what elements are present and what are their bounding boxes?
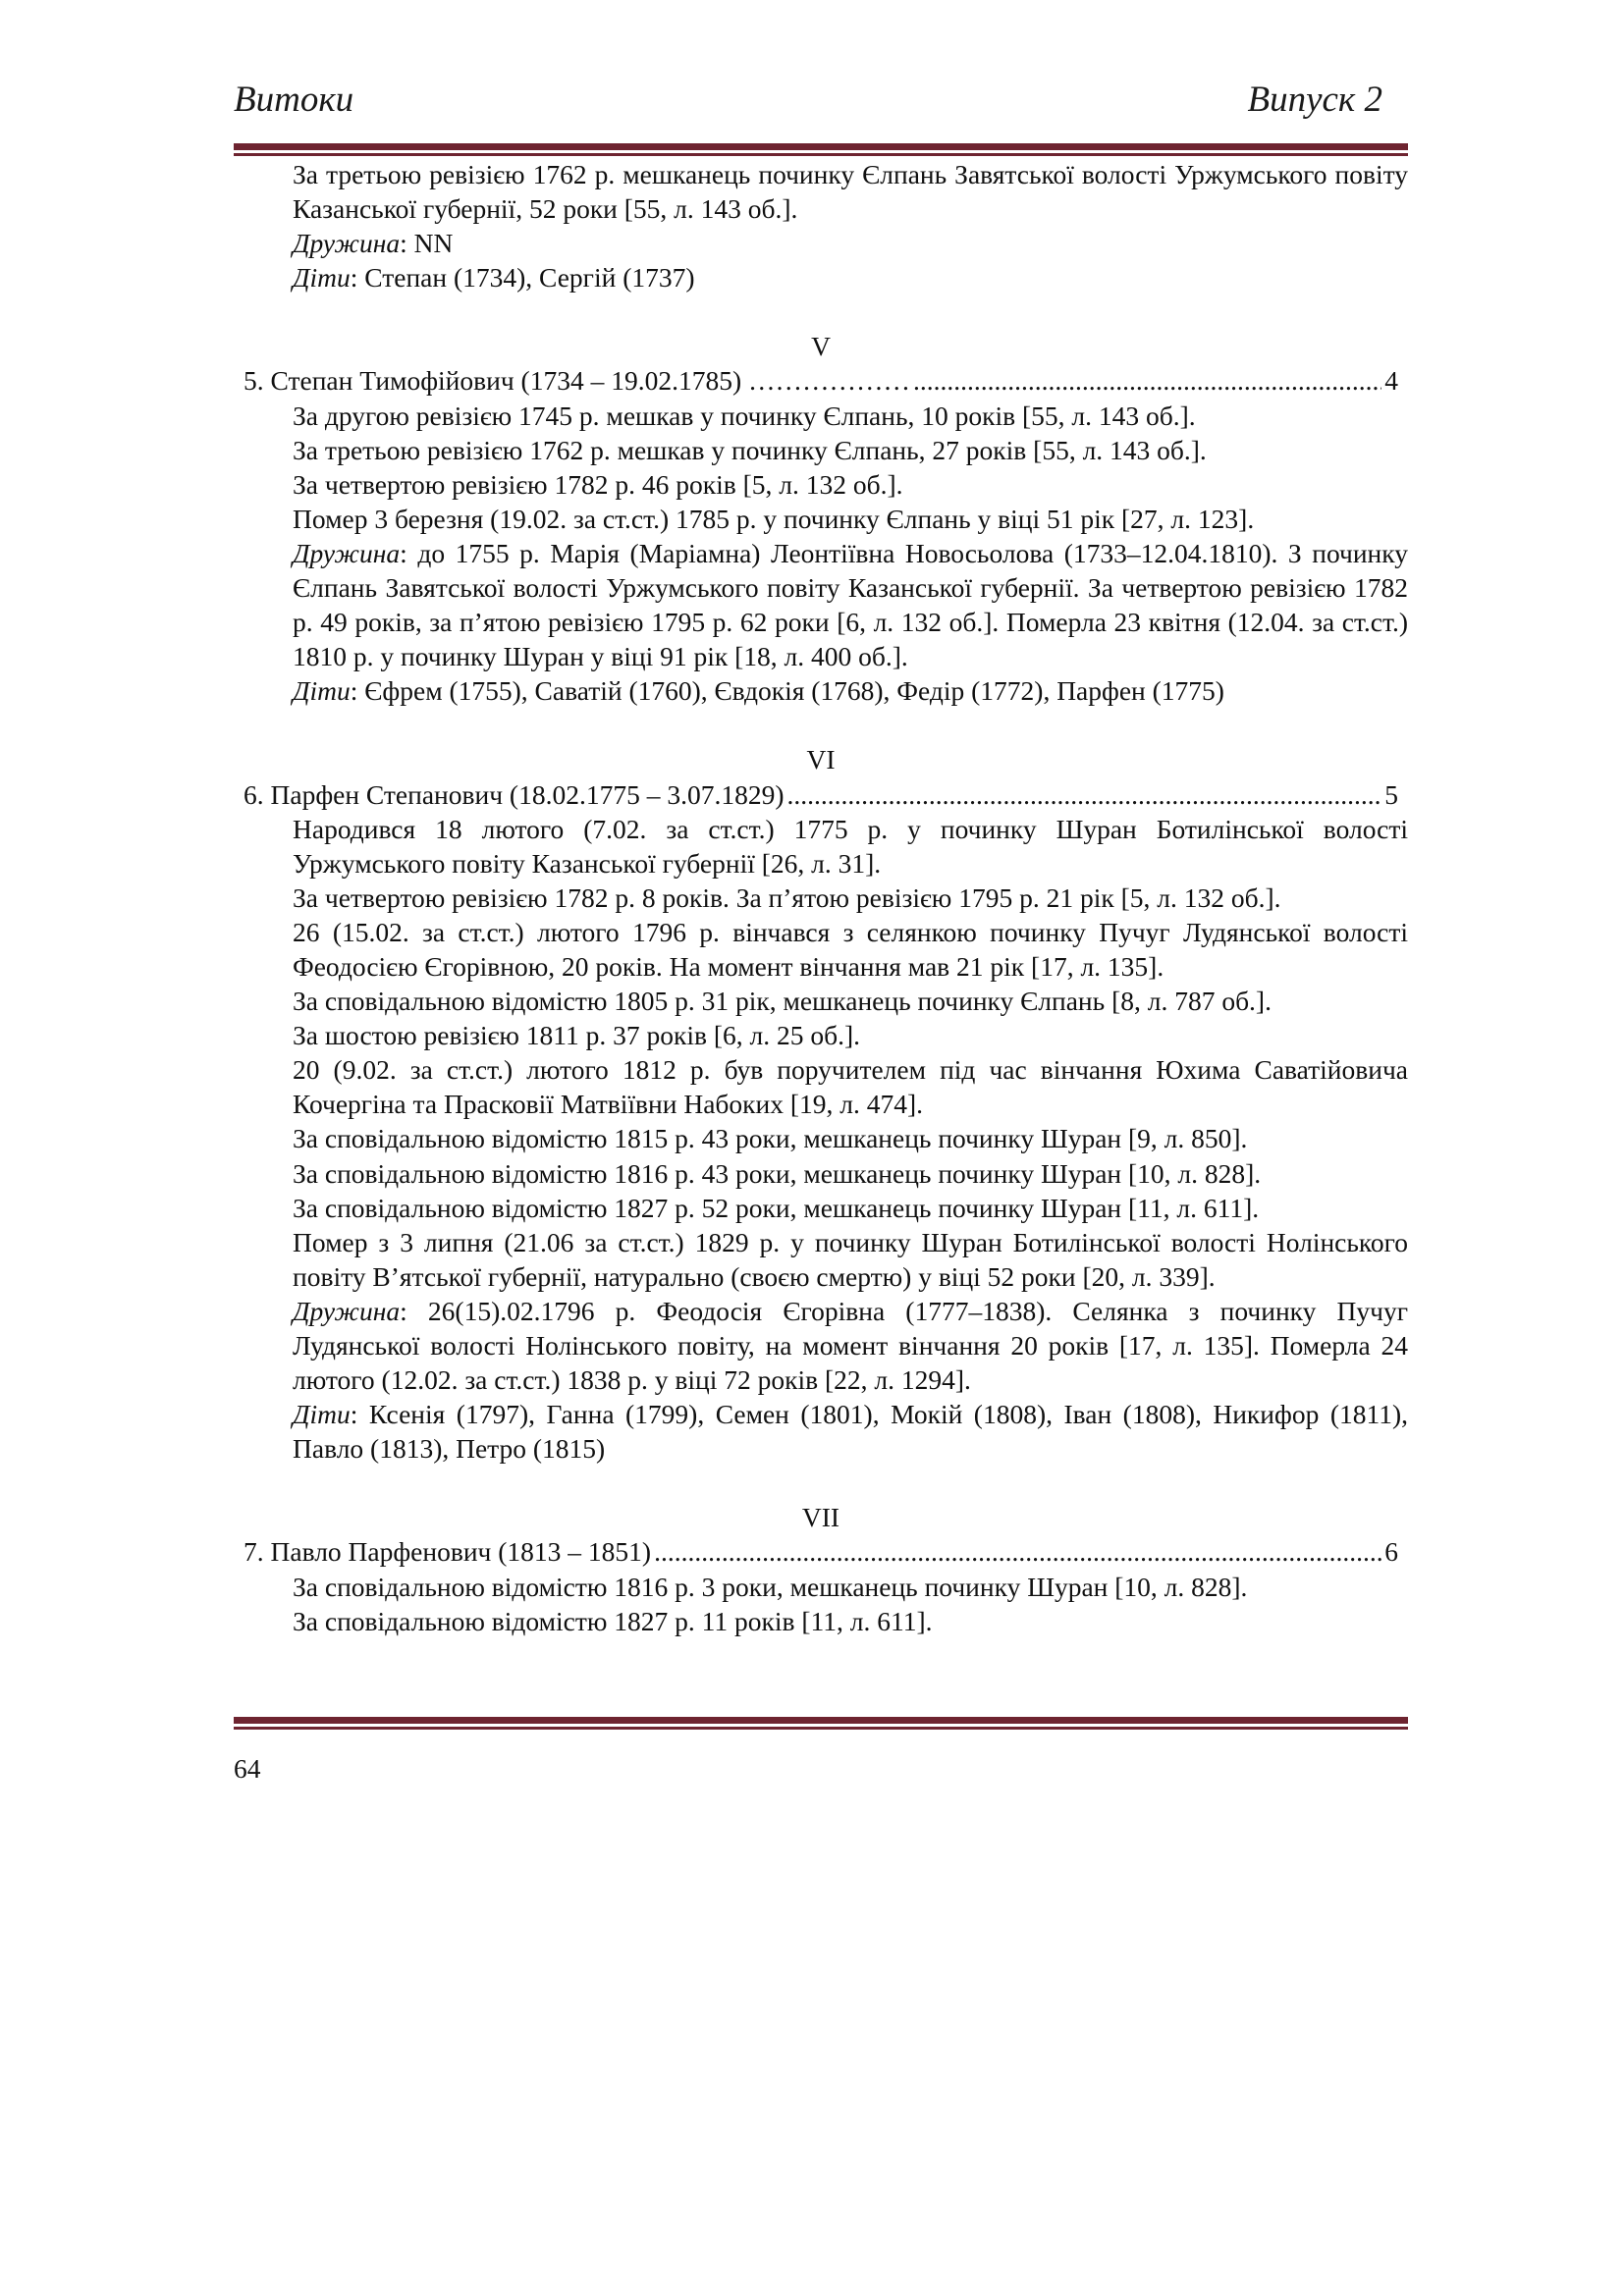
page-number: 64 [234, 1753, 261, 1784]
record-line: За сповідальною відомістю 1827 р. 52 роки, мешканець починку Шуран [11, л. 611]. [293, 1192, 1260, 1223]
record-line: За четвертою ревізією 1782 р. 46 років [5, л. 132 об.]. [293, 468, 903, 500]
children-label: Діти [293, 675, 351, 707]
record-line: За сповідальною відомістю 1827 р. 11 років [11, л. 611]. [293, 1605, 933, 1636]
person-name: 7. Павло Парфенович (1813 – 1851) [244, 1536, 652, 1568]
person-entry-5 [234, 363, 1408, 398]
parent-reference: 5 [1384, 778, 1398, 810]
children-text: : Ксенія (1797), Ганна (1799), Семен (1801), Мокій (1808), Іван (1808), Никифор (1811), Павло (1813), Петро (1815) [293, 1399, 1408, 1465]
leader-dots [913, 363, 1381, 398]
leader-dots [787, 777, 1382, 812]
wife-record [234, 536, 1408, 673]
record-line: 26 (15.02. за ст.ст.) лютого 1796 р. вінчався з селянкою починку Пучуг Лудянської волості Феодосією Єгорівною, 20 років. На момент вінчання мав 21 рік [17, л. 135]. [293, 916, 1408, 982]
generation-heading-vii: VII [801, 1502, 840, 1533]
record-line: За сповідальною відомістю 1816 р. 43 роки, мешканець починку Шуран [10, л. 828]. [293, 1157, 1262, 1189]
record-line: За другою ревізією 1745 р. мешкав у починку Єлпань, 10 років [55, л. 143 об.]. [293, 400, 1196, 431]
person-name: 6. Парфен Степанович (18.02.1775 – 3.07.1829) [244, 778, 785, 810]
wife-label: Дружина [293, 537, 401, 568]
record-line: За сповідальною відомістю 1805 р. 31 рік, мешканець починку Єлпань [8, л. 787 об.]. [293, 986, 1272, 1017]
page-content [234, 157, 1408, 1638]
children-text: : Єфрем (1755), Саватій (1760), Євдокія (1768), Федір (1772), Парфен (1775) [350, 675, 1224, 707]
journal-title: Витоки [234, 80, 354, 120]
children-label: Діти [293, 1399, 351, 1430]
parent-reference: 4 [1384, 365, 1398, 397]
record-line: 20 (9.02. за ст.ст.) лютого 1812 р. був поручителем під час вінчання Юхима Саватійовича Кочергіна та Прасковії Матвіївни Набоких [19, л. 474]. [293, 1054, 1408, 1120]
person-entry-7 [234, 1534, 1408, 1569]
children-record [234, 1397, 1408, 1466]
wife-label: Дружина [293, 228, 401, 259]
generation-heading-vi: VI [806, 744, 836, 775]
wife-label: Дружина [293, 1295, 401, 1326]
header-rule [234, 143, 1408, 156]
record-line: За четвертою ревізією 1782 р. 8 років. За п’ятою ревізією 1795 р. 21 рік [5, л. 132 об.]. [293, 881, 1281, 913]
children-label: Діти [293, 262, 351, 294]
record-line: Народився 18 лютого (7.02. за ст.ст.) 1775 р. у починку Шуран Ботилінської волості Уржумського повіту Казанської губернії [26, л. 31]. [293, 813, 1408, 879]
person-entry-6 [234, 777, 1408, 812]
leader-dots [654, 1534, 1381, 1569]
issue-number: Випуск 2 [1247, 80, 1382, 120]
record-line: Помер 3 березня (19.02. за ст.ст.) 1785 р. у починку Єлпань у віці 51 рік [27, л. 123]. [293, 503, 1255, 534]
wife-text: : NN [400, 228, 454, 259]
record-line: За шостою ревізією 1811 р. 37 років [6, л. 25 об.]. [293, 1020, 861, 1051]
record-line: За сповідальною відомістю 1816 р. 3 роки, мешканець починку Шуран [10, л. 828]. [293, 1571, 1248, 1602]
record-line: За сповідальною відомістю 1815 р. 43 роки, мешканець починку Шуран [9, л. 850]. [293, 1123, 1248, 1154]
parent-reference: 6 [1384, 1536, 1398, 1568]
wife-text: : 26(15).02.1796 р. Феодосія Єгорівна (1777–1838). Селянка з починку Пучуг Лудянської волості Нолінського повіту, на момент вінчання 20 років [17, л. 135]. Померла 24 лютого (12.02. за ст.ст.) 1838 р. у віці 72 років [22, л. 1294]. [293, 1295, 1408, 1396]
intro-children [234, 260, 1408, 294]
footer-rule [234, 1717, 1408, 1730]
intro-revision-text: За третьою ревізією 1762 р. мешканець починку Єлпань Завятської волості Уржумського повіту Казанської губернії, 52 роки [55, л. 143 об.]. [293, 159, 1408, 225]
record-line: За третьою ревізією 1762 р. мешкав у починку Єлпань, 27 років [55, л. 143 об.]. [293, 434, 1207, 465]
wife-record [234, 1294, 1408, 1397]
children-record [234, 673, 1408, 708]
intro-wife [234, 226, 1408, 260]
generation-heading-v: V [811, 331, 831, 362]
children-text: : Степан (1734), Сергій (1737) [350, 262, 695, 294]
wife-text: : до 1755 р. Марія (Маріамна) Леонтіївна Новосьолова (1733–12.04.1810). З починку Єлпань Завятської волості Уржумського повіту Казанської губернії. За четвертою ревізією 1782 р. 49 років, за п’ятою ревізією 1795 р. 62 роки [6, л. 132 об.]. Померла 23 квітня (12.04. за ст.ст.) 1810 р. у починку Шуран у віці 91 рік [18, л. 400 об.]. [293, 537, 1408, 672]
person-name: 5. Степан Тимофійович (1734 – 19.02.1785) ……………… [244, 365, 910, 397]
record-line: Помер з 3 липня (21.06 за ст.ст.) 1829 р. у починку Шуран Ботилінської волості Нолінського повіту В’ятської губернії, натурально (своєю смертю) у віці 52 роки [20, л. 339]. [293, 1226, 1408, 1292]
